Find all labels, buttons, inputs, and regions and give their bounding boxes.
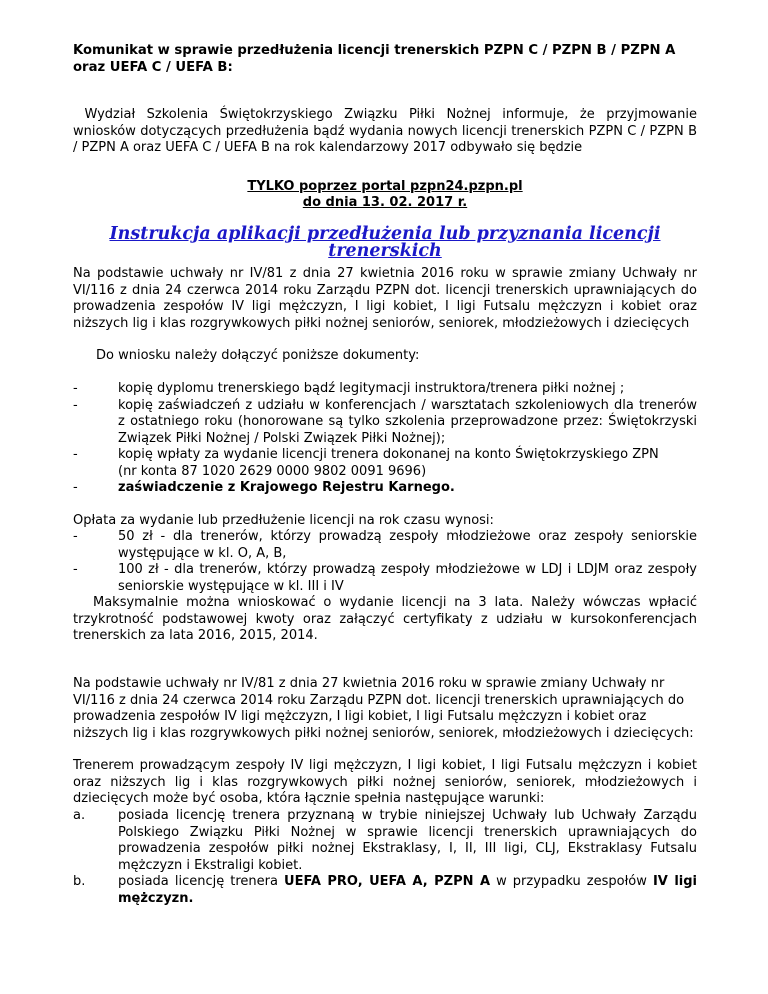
list-item xyxy=(73,480,697,497)
basis-paragraph: Na podstawie uchwały nr IV/81 z dnia 27 kwietnia 2016 roku w sprawie zmiany Uchwały nr VI/116 z dnia 24 czerwca 2014 roku Zarządu PZPN dot. licencji trenerskich uprawniających do prowadzenia zespołów IV ligi mężczyzn, I ligi kobiet, I ligi Futsalu mężczyzn i kobiet oraz niższych lig i klas rozgrywkowych piłki nożnej seniorów, seniorek, młodzieżowych i dziecięcych xyxy=(73,266,697,331)
list-item xyxy=(73,381,697,398)
list-dash: - xyxy=(73,397,78,413)
list-item-text: kopię wpłaty za wydanie licencji trenera dokonanej na konto Świętokrzyskiego ZPN xyxy=(118,447,659,462)
list-item xyxy=(73,562,697,595)
list-marker: a. xyxy=(73,808,86,823)
list-item-text xyxy=(118,874,697,907)
list-item xyxy=(73,464,697,481)
list-item-text: 100 zł - dla trenerów, którzy prowadzą zespoły młodzieżowe w LDJ i LDJM oraz zespoły seniorskie występujące w kl. III i IV xyxy=(118,562,697,594)
basis-paragraph-2: Na podstawie uchwały nr IV/81 z dnia 27 kwietnia 2016 roku w sprawie zmiany Uchwały nr VI/116 z dnia 24 czerwca 2014 roku Zarządu PZPN dot. licencji trenerskich uprawniających do prowadzenia zespołów IV ligi mężczyzn, I ligi kobiet, I ligi Futsalu mężczyzn i kobiet oraz niższych lig i klas rozgrywkowych piłki nożnej seniorów, seniorek, młodzieżowych i dziecięcych: xyxy=(73,676,694,741)
intro-text: Wydział Szkolenia Świętokrzyskiego Związku Piłki Nożnej informuje, że przyjmowanie wniosków dotyczących przedłużenia bądź wydania nowych licencji trenerskich PZPN C / PZPN B / PZPN A oraz UEFA C / UEFA B na rok kalendarzowy 2017 odbywało się będzie xyxy=(73,107,697,155)
list-item xyxy=(73,808,697,874)
list-dash: - xyxy=(73,480,78,495)
documents-list xyxy=(73,381,697,497)
list-item-text: zaświadczenie z Krajowego Rejestru Karnego. xyxy=(118,480,455,495)
list-dash: - xyxy=(73,381,78,396)
condition-b-text: posiada licencję trenera xyxy=(118,874,285,889)
list-marker: b. xyxy=(73,874,86,889)
portal-line: TYLKO poprzez portal pzpn24.pzpn.pl xyxy=(247,179,523,194)
list-item-text: posiada licencję trenera przyznaną w trybie niniejszej Uchwały lub Uchwały Zarządu Polskiego Związku Piłki Nożnej w sprawie licencji trenerskich uprawniających do prowadzenia zespołów piłki nożnej Ekstraklasy, I, II, III ligi, CLJ, Ekstraklasy Futsalu mężczyzn i Ekstraligi kobiet. xyxy=(118,808,697,873)
list-item-text: kopię zaświadczeń z udziału w konferencjach / warsztatach szkoleniowych dla trenerów z ostatniego roku (honorowane są tylko szkolenia przeprowadzone przez: Świętokrzyski Związek Piłki Nożnej / Polski Związek Piłki Nożnej); xyxy=(118,397,697,446)
list-item xyxy=(73,874,697,907)
instruction-heading: Instrukcja aplikacji przedłużenia lub przyznania licencji trenerskich xyxy=(109,224,661,261)
list-item-text: 50 zł - dla trenerów, którzy prowadzą zespoły młodzieżowe oraz zespoły seniorskie występujące w kl. O, A, B, xyxy=(118,529,697,561)
max-paragraph: Maksymalnie można wnioskować o wydanie licencji na 3 lata. Należy wówczas wpłacić trzykrotność podstawowej kwoty oraz załączyć certyfikaty z udziału w kursokonferencjach trenerskich za lata 2016, 2015, 2014. xyxy=(73,595,697,643)
condition-b-league: IV ligi mężczyzn. xyxy=(118,874,697,906)
condition-b-licenses: UEFA PRO, UEFA A, PZPN A xyxy=(284,874,491,889)
conditions-list xyxy=(73,808,697,907)
list-dash: - xyxy=(73,562,78,577)
fees-list xyxy=(73,529,697,595)
list-dash: - xyxy=(73,447,78,462)
page-title: Komunikat w sprawie przedłużenia licencji trenerskich PZPN C / PZPN B / PZPN A oraz UEFA C / UEFA B: xyxy=(73,43,676,75)
deadline-line: do dnia 13. 02. 2017 r. xyxy=(302,195,468,210)
list-item xyxy=(73,447,697,464)
list-item xyxy=(73,529,697,562)
coach-paragraph: Trenerem prowadzącym zespoły IV ligi mężczyzn, I ligi kobiet, I ligi Futsalu mężczyzn i kobiet oraz niższych lig i klas rozgrywkowych piłki nożnej seniorów, seniorek, młodzieżowych i dziecięcych może być osoba, która łącznie spełnia następujące warunki: xyxy=(73,758,697,806)
list-dash: - xyxy=(73,529,78,544)
list-item-text: kopię dyplomu trenerskiego bądź legitymacji instruktora/trenera piłki nożnej ; xyxy=(118,381,625,396)
list-item-text: (nr konta 87 1020 2629 0000 9802 0091 9696) xyxy=(118,463,427,479)
list-dash xyxy=(73,464,118,481)
list-item xyxy=(73,398,697,448)
documents-intro: Do wniosku należy dołączyć poniższe dokumenty: xyxy=(96,348,420,363)
fee-intro: Opłata za wydanie lub przedłużenie licencji na rok czasu wynosi: xyxy=(73,513,494,528)
condition-b-text: w przypadku zespołów xyxy=(490,874,653,889)
intro-paragraph xyxy=(73,107,697,157)
